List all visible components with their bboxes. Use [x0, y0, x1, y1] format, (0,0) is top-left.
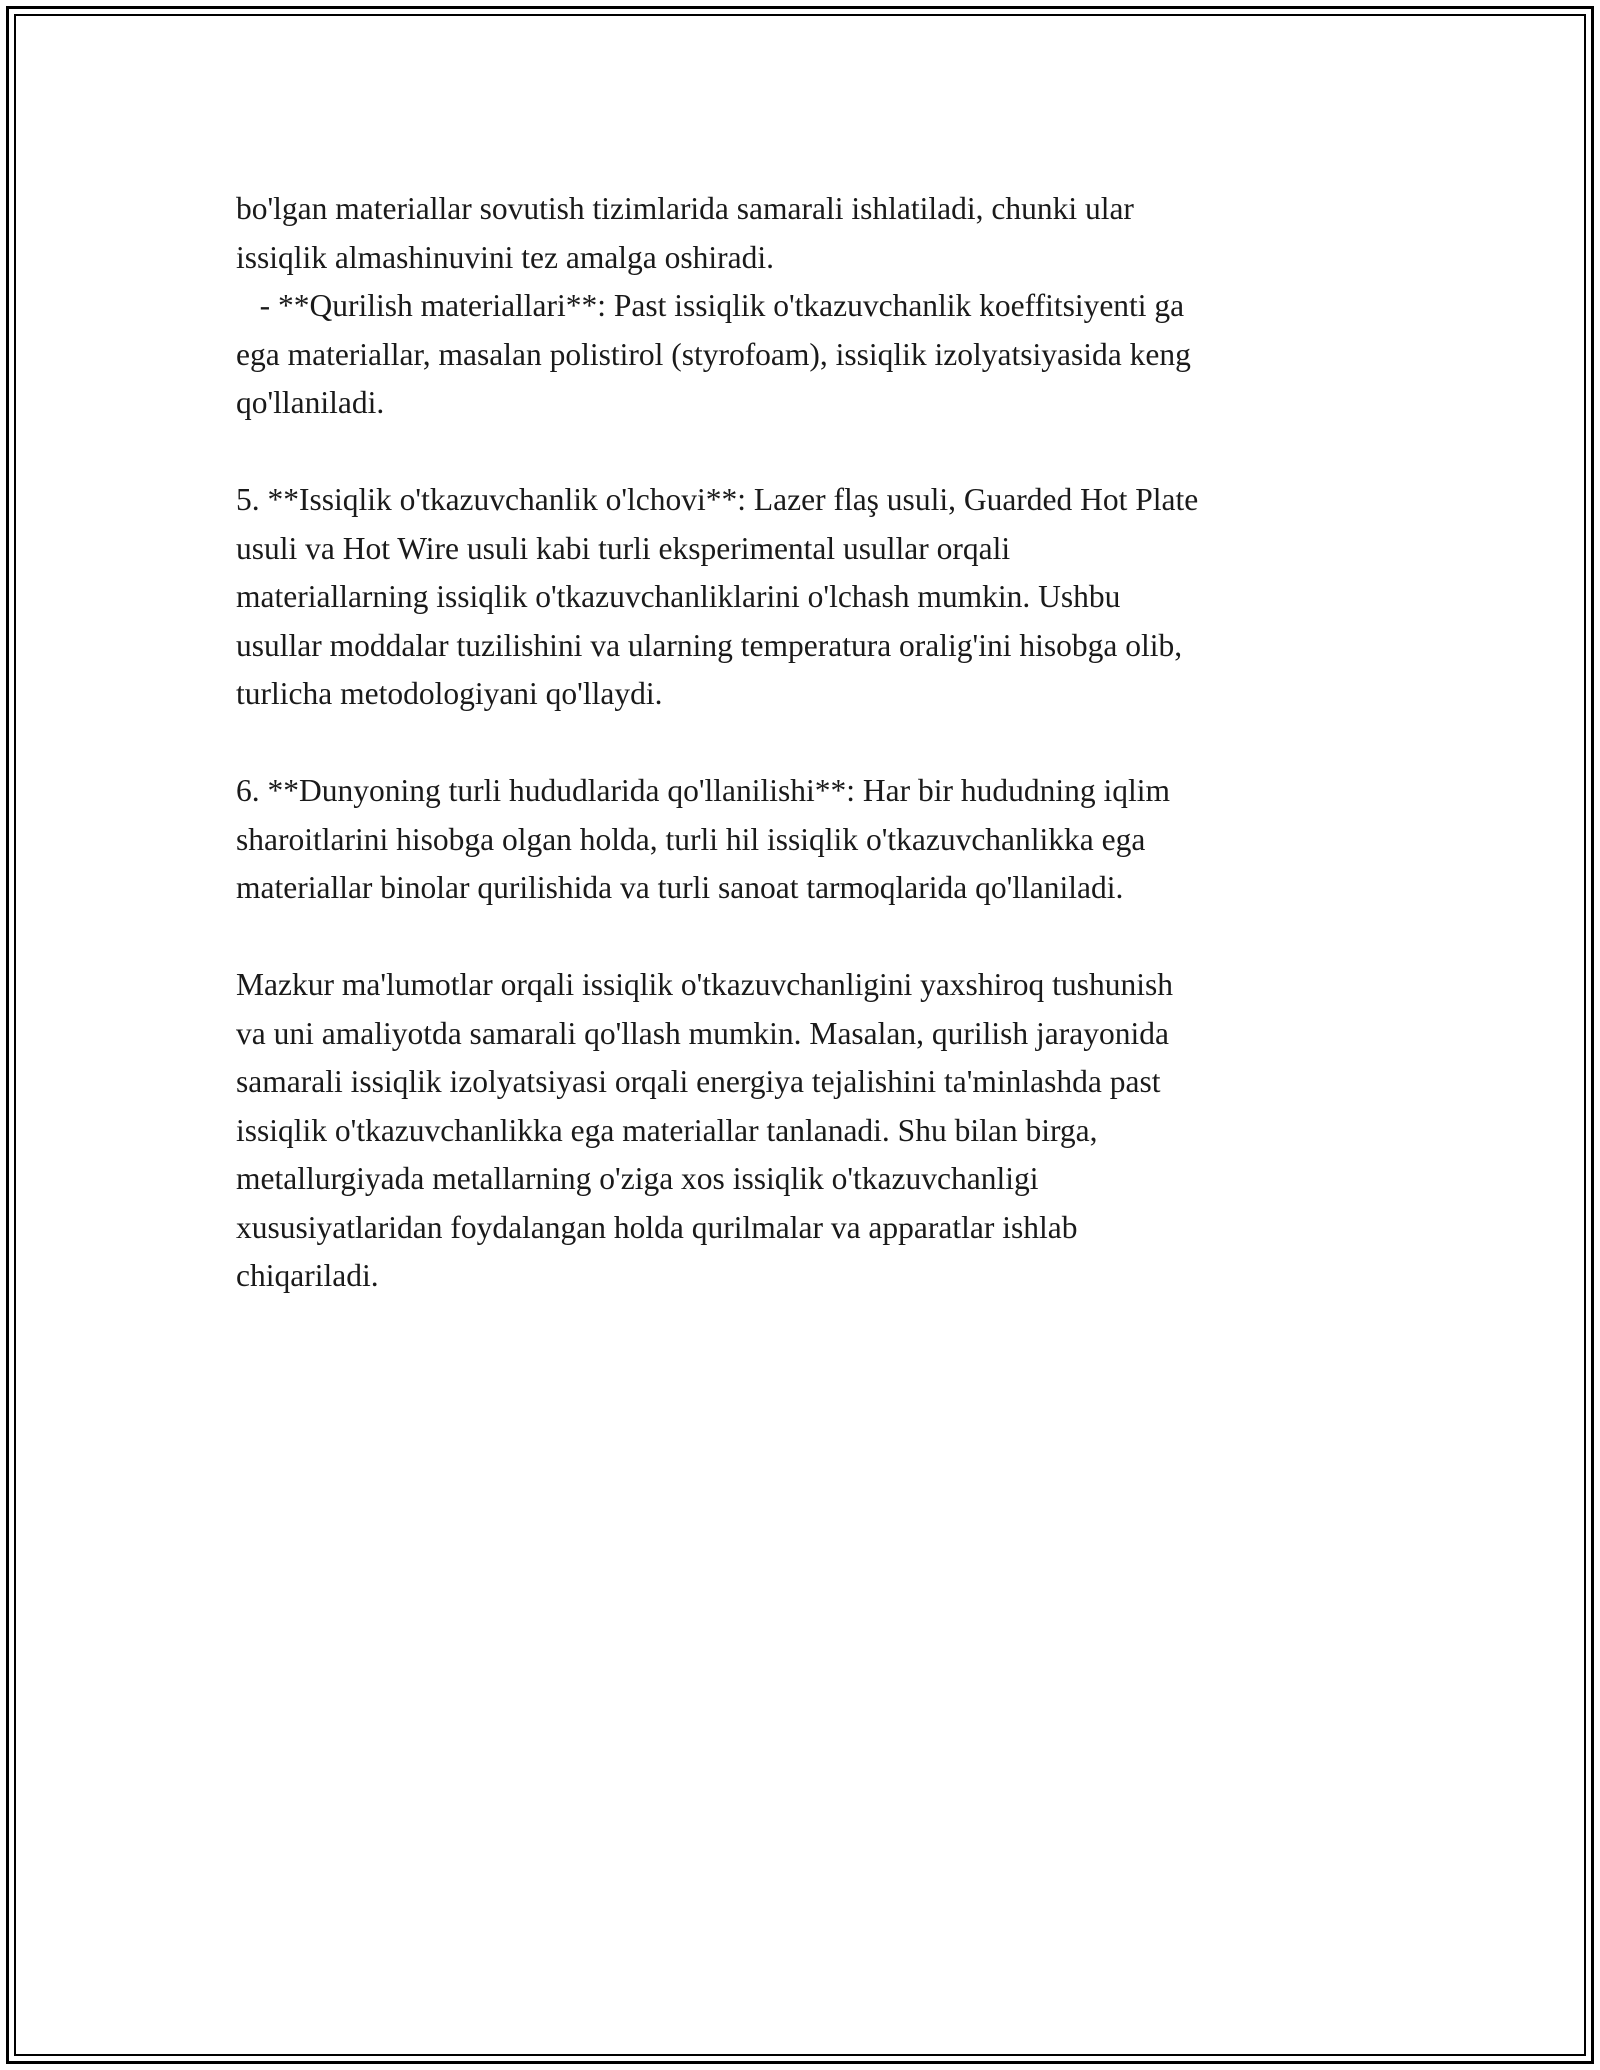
blank-line [236, 428, 1366, 477]
text-line: materiallarning issiqlik o'tkazuvchanliklarini o'lchash mumkin. Ushbu [236, 579, 1121, 614]
text-line: usullar moddalar tuzilishini va ularning temperatura oralig'ini hisobga olib, [236, 627, 1183, 663]
text-line: materiallar binolar qurilishida va turli sanoat tarmoqlarida qo'llaniladi. [236, 870, 1124, 905]
text-line: va uni amaliyotda samarali qo'llash mumkin. Masalan, qurilish jarayonida [236, 1015, 1169, 1051]
text-line: samarali issiqlik izolyatsiyasi orqali energiya tejalishini ta'minlashda past [236, 1064, 1161, 1099]
document-body [236, 185, 1366, 1301]
text-line: 5. **Issiqlik o'tkazuvchanlik o'lchovi**: Lazer flaş usuli, Guarded Hot Plate [236, 482, 1199, 517]
text-line: issiqlik almashinuvini tez amalga oshiradi. [236, 239, 775, 275]
text-line: bo'lgan materiallar sovutish tizimlarida samarali ishlatiladi, chunki ular [236, 191, 1134, 226]
text-line: turlicha metodologiyani qo'llaydi. [236, 676, 663, 711]
text-line: - **Qurilish materiallari**: Past issiqlik o'tkazuvchanlik koeffitsiyenti ga [236, 288, 1185, 323]
text-line: chiqariladi. [236, 1258, 379, 1293]
blank-line [236, 719, 1366, 768]
text-line: metallurgiyada metallarning o'ziga xos issiqlik o'tkazuvchanligi [236, 1161, 1039, 1196]
blank-line [236, 913, 1366, 962]
text-line: issiqlik o'tkazuvchanlikka ega materiallar tanlanadi. Shu bilan birga, [236, 1112, 1098, 1148]
text-line: qo'llaniladi. [236, 385, 385, 420]
text-line: ega materiallar, masalan polistirol (styrofoam), issiqlik izolyatsiyasida keng [236, 336, 1191, 372]
text-line: sharoitlarini hisobga olgan holda, turli hil issiqlik o'tkazuvchanlikka ega [236, 821, 1146, 857]
text-line: xususiyatlaridan foydalangan holda qurilmalar va apparatlar ishlab [236, 1209, 1078, 1245]
text-line: 6. **Dunyoning turli hududlarida qo'llanilishi**: Har bir hududning iqlim [236, 773, 1170, 808]
text-line: usuli va Hot Wire usuli kabi turli eksperimental usullar orqali [236, 530, 1011, 566]
text-line: Mazkur ma'lumotlar orqali issiqlik o'tkazuvchanligini yaxshiroq tushunish [236, 967, 1173, 1002]
